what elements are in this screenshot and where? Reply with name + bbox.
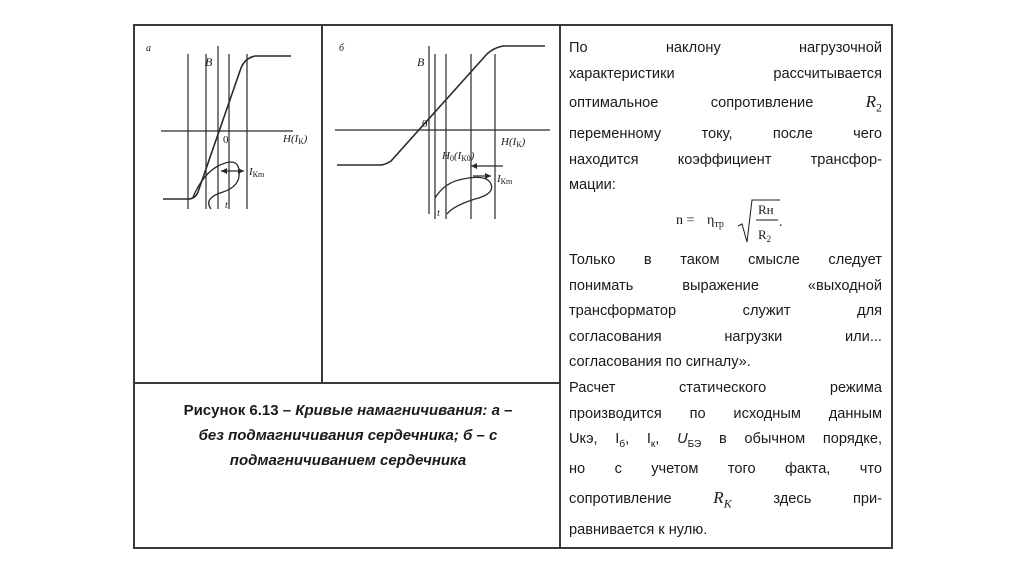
origin-label: 0: [223, 134, 229, 146]
text-line: сопротивление $R_K$ здесь при-: [569, 487, 882, 511]
bias-label: H0(IК0): [442, 150, 475, 163]
arrowhead: [238, 168, 244, 174]
arrowhead: [471, 163, 477, 169]
text-line: Uкэ, $I_б$, $I_к$, $U_{БЭ}$ в обычном порядке,: [569, 431, 883, 450]
figure-divider: [321, 24, 323, 384]
paragraph-3: [569, 376, 882, 544]
caption-line3: подмагничиванием сердечника: [229, 452, 467, 469]
text-line: Расчет статического режима: [569, 380, 882, 396]
h-axis-label: H(IК): [283, 133, 308, 146]
panel-label-b: б: [339, 43, 345, 54]
formula-efficiency: $\eta_{тр}$: [707, 213, 724, 230]
time-label: t: [437, 208, 440, 219]
formula-period: .: [779, 215, 783, 230]
formula-numerator: Rн: [758, 202, 774, 217]
formula-lhs: n =: [676, 213, 695, 228]
text-line: согласования по сигналу».: [569, 354, 751, 370]
text-line: равнивается к нулю.: [569, 522, 708, 539]
arrowhead: [221, 168, 227, 174]
formula-denominator: $R_2$: [758, 227, 772, 244]
b-axis-label: B: [417, 55, 425, 69]
rk-symbol: $R_K$: [713, 487, 732, 511]
caption-divider: [133, 382, 561, 384]
text-line: оптимальное сопротивление $R_2$: [569, 92, 882, 115]
text-line: трансформатор служит для: [569, 303, 882, 319]
column-divider: [559, 24, 561, 549]
text-line: характеристики рассчитывается: [569, 65, 882, 82]
text-line: находится коэффициент трансфор-: [569, 151, 882, 168]
caption-line2: без подмагничивания сердечника; б – с: [198, 427, 498, 444]
text-line: мации:: [569, 177, 616, 194]
panel-label-a: а: [146, 43, 151, 54]
caption-prefix: Рисунок 6.13 –: [183, 402, 296, 419]
text-line: согласования нагрузки или...: [569, 328, 882, 345]
b-axis-label: B: [205, 55, 213, 69]
h-axis-label: H(IК): [501, 136, 526, 149]
text-line: переменному току, после чего: [569, 126, 882, 143]
origin-label: 0: [422, 118, 428, 130]
paragraph-1: [569, 36, 882, 199]
paragraph-2: [569, 248, 882, 376]
figure-caption: [143, 398, 553, 473]
text-line: понимать выражение «выходной: [569, 277, 882, 294]
arrowhead: [485, 173, 491, 179]
text-line: По наклону нагрузочной: [569, 40, 882, 56]
figure-b: [325, 34, 557, 224]
text-line: Только в таком смысле следует: [569, 252, 882, 268]
magnetization-curve: [163, 56, 291, 199]
current-amplitude-label: IКm: [249, 166, 265, 179]
text-line: производится по исходным данным: [569, 405, 882, 422]
current-amplitude-label: IКm: [497, 173, 513, 186]
transformation-ratio-formula: [676, 196, 806, 248]
caption-line1: Кривые намагничивания: а –: [295, 402, 513, 419]
figure-a: [143, 34, 318, 214]
current-waveform: [435, 177, 492, 214]
text-line: но с учетом того факта, что: [569, 461, 882, 478]
r2-symbol: $R_2$: [865, 92, 882, 115]
time-label: t: [225, 200, 228, 211]
